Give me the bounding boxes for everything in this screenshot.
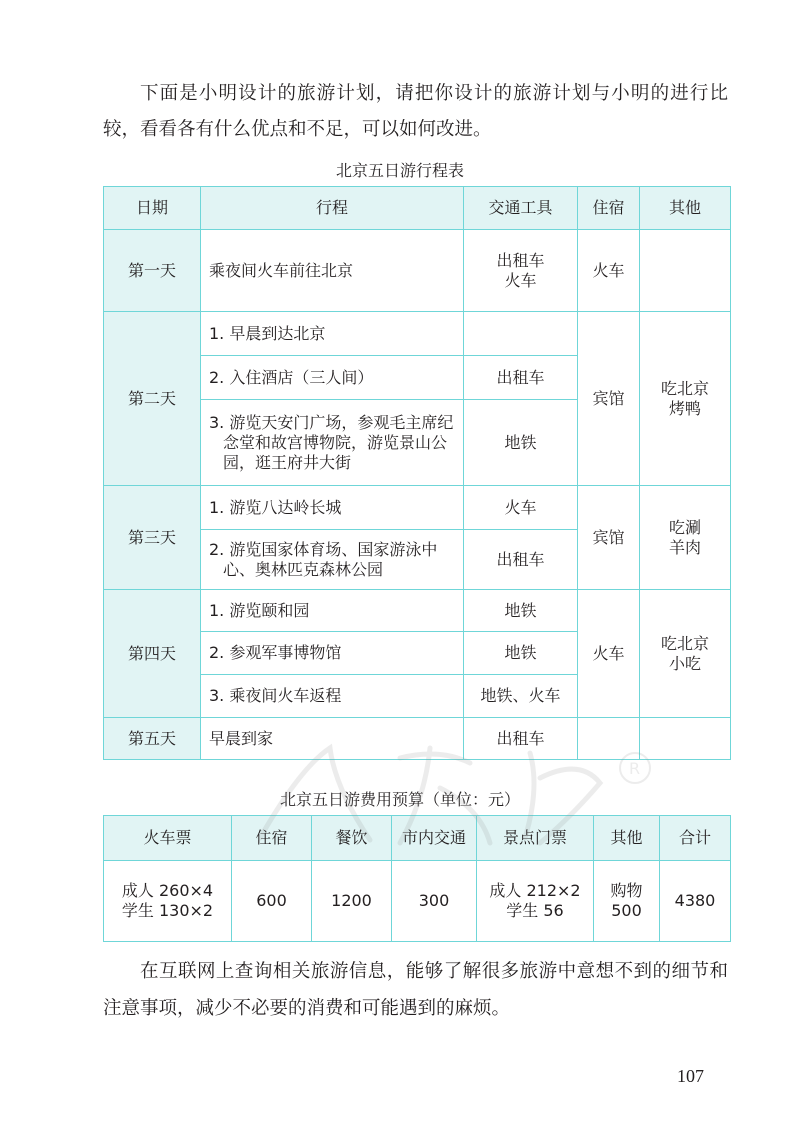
itinerary-row: [104, 486, 731, 530]
cell-line: 出租车: [496, 549, 545, 569]
plan-text: 1. 早晨到达北京: [209, 323, 326, 343]
cell-line: 出租车: [496, 250, 545, 270]
lodging-cell: 火车: [578, 230, 640, 312]
transport-cell: [464, 356, 578, 400]
lodging-cell: [578, 718, 640, 760]
cell-line: 出租车: [496, 728, 545, 748]
plan-text: 2. 参观军事博物馆: [209, 643, 342, 662]
budget-table: [103, 815, 731, 942]
plan-text: 2. 游览国家体育场、国家游泳中心、奥林匹克森林公园: [209, 539, 438, 579]
svg-text:R: R: [629, 759, 641, 778]
day-cell: 第五天: [104, 718, 201, 760]
other-cell: [640, 230, 731, 312]
cell-line: 吃北京: [660, 633, 709, 653]
cell-line: 吃涮: [668, 517, 701, 537]
itinerary-title: 北京五日游行程表: [335, 161, 464, 180]
budget-value-cell: [104, 861, 232, 942]
budget-header-cell: 住宿: [232, 816, 312, 861]
budget-value-cell: [232, 861, 312, 942]
budget-value-cell: [392, 861, 477, 942]
cell-line: 购物: [610, 881, 643, 900]
budget-header-cell: 火车票: [104, 816, 232, 861]
itinerary-row: [104, 590, 731, 632]
plan-cell: [201, 718, 464, 760]
transport-cell: [464, 230, 578, 312]
closing-paragraph: 在互联网上查询相关旅游信息，能够了解很多旅游中意想不到的细节和注意事项，减少不必要的消费和可能遇到的麻烦。: [103, 961, 728, 1019]
cell-line: 成人 212×2: [489, 881, 581, 900]
plan-cell: [201, 486, 464, 530]
plan-cell: [201, 230, 464, 312]
cell-line: 500: [611, 901, 642, 920]
cell-line: 羊肉: [668, 537, 701, 557]
budget-value-cell: [477, 861, 594, 942]
transport-cell: [464, 675, 578, 718]
transport-cell: [464, 590, 578, 632]
plan-cell: [201, 312, 464, 356]
itinerary-row: [104, 312, 731, 356]
plan-text: 3. 乘夜间火车返程: [209, 686, 342, 705]
day-cell: 第一天: [104, 230, 201, 312]
plan-cell: [201, 530, 464, 590]
itinerary-header-cell: 日期: [104, 187, 201, 230]
plan-text: 1. 游览八达岭长城: [209, 497, 342, 517]
budget-header-cell: 景点门票: [477, 816, 594, 861]
cell-line: 300: [418, 891, 450, 910]
budget-header-cell: 市内交通: [392, 816, 477, 861]
itinerary-header-cell: 行程: [201, 187, 464, 230]
lodging-cell: 火车: [578, 590, 640, 718]
page-number: 107: [677, 1066, 704, 1086]
day-cell: 第四天: [104, 590, 201, 718]
plan-cell: [201, 632, 464, 675]
budget-header-cell: 合计: [660, 816, 731, 861]
cell-line: 出租车: [496, 367, 545, 387]
plan-cell: [201, 400, 464, 486]
cell-line: 火车: [504, 270, 537, 290]
other-cell: [640, 718, 731, 760]
cell-line: 成人 260×4: [121, 881, 214, 900]
plan-cell: [201, 590, 464, 632]
budget-value-cell: [312, 861, 392, 942]
plan-cell: [201, 675, 464, 718]
transport-cell: [464, 312, 578, 356]
transport-cell: [464, 530, 578, 590]
cell-line: 地铁: [504, 432, 537, 452]
day-cell: 第二天: [104, 312, 201, 486]
transport-cell: [464, 718, 578, 760]
transport-cell: [464, 486, 578, 530]
transport-cell: [464, 400, 578, 486]
budget-value-cell: [594, 861, 660, 942]
cell-line: 600: [256, 891, 287, 910]
itinerary-header-cell: 交通工具: [464, 187, 578, 230]
plan-text: 早晨到家: [209, 728, 274, 748]
itinerary-row: [104, 718, 731, 760]
lodging-cell: 宾馆: [578, 312, 640, 486]
plan-text: 2. 入住酒店（三人间）: [209, 367, 374, 387]
transport-cell: [464, 632, 578, 675]
budget-title: 北京五日游费用预算（单位：元）: [279, 790, 520, 809]
other-cell: [640, 590, 731, 718]
plan-cell: [201, 356, 464, 400]
plan-text: 乘夜间火车前往北京: [209, 260, 354, 280]
cell-line: 火车: [504, 497, 537, 517]
itinerary-header-cell: 其他: [640, 187, 731, 230]
cell-line: 地铁: [504, 600, 537, 620]
other-cell: [640, 312, 731, 486]
cell-line: 1200: [331, 891, 372, 910]
plan-text: 1. 游览颐和园: [209, 600, 310, 620]
lodging-cell: 宾馆: [578, 486, 640, 590]
cell-line: 吃北京: [660, 378, 709, 398]
plan-text: 3. 游览天安门广场，参观毛主席纪念堂和故宫博物院，游览景山公园，逛王府井大街: [209, 412, 454, 472]
cell-line: 烤鸭: [668, 398, 701, 418]
budget-header-cell: 其他: [594, 816, 660, 861]
day-cell: 第三天: [104, 486, 201, 590]
itinerary-row: [104, 230, 731, 312]
itinerary-header-cell: 住宿: [578, 187, 640, 230]
intro-paragraph: 下面是小明设计的旅游计划，请把你设计的旅游计划与小明的进行比较，看看各有什么优点和不足，可以如何改进。: [103, 83, 728, 140]
cell-line: 地铁: [504, 643, 537, 662]
itinerary-table: [103, 186, 731, 760]
cell-line: 学生 56: [506, 901, 564, 920]
budget-value-cell: [660, 861, 731, 942]
cell-line: 小吃: [668, 653, 701, 673]
cell-line: 地铁、火车: [480, 686, 561, 705]
cell-line: 4380: [674, 891, 716, 910]
other-cell: [640, 486, 731, 590]
budget-header-cell: 餐饮: [312, 816, 392, 861]
cell-line: 学生 130×2: [121, 901, 214, 920]
